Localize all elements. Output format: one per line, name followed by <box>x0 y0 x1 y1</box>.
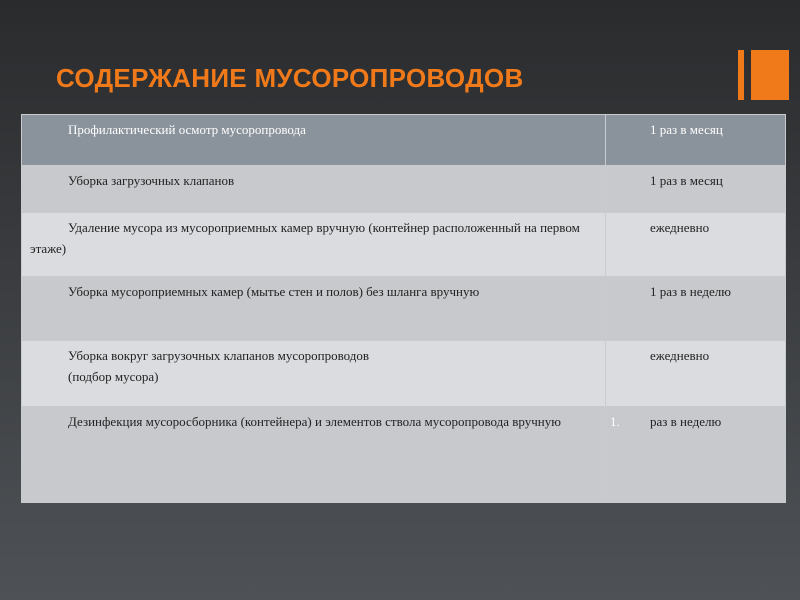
task-text: Уборка мусороприемных камер (мытье стен и полов) без шланга вручную <box>68 284 480 299</box>
slide-title: СОДЕРЖАНИЕ МУСОРОПРОВОДОВ <box>56 63 524 93</box>
table-row <box>22 166 786 213</box>
table-row <box>22 341 786 407</box>
task-cell <box>22 213 606 277</box>
table-row <box>22 115 786 166</box>
frequency-cell <box>606 407 786 503</box>
frequency-text: раз в неделю <box>650 414 722 429</box>
frequency-cell: 1 раз в месяц <box>606 115 786 166</box>
task-text: Удаление мусора из мусороприемных камер вручную (контейнер расположенный на первом этаже) <box>30 220 580 256</box>
frequency-cell: 1 раз в месяц <box>606 166 786 213</box>
task-cell <box>22 277 606 341</box>
table-row <box>22 277 786 341</box>
task-cell <box>22 341 606 407</box>
task-cell <box>22 115 606 166</box>
task-cell <box>22 407 606 503</box>
task-cell <box>22 166 606 213</box>
task-text: Профилактический осмотр мусоропровода <box>68 122 306 137</box>
accent-bar-thin <box>738 50 744 100</box>
task-text: Дезинфекция мусоросборника (контейнера) и элементов ствола мусоропровода вручную <box>68 414 561 429</box>
frequency-cell: 1 раз в неделю <box>606 277 786 341</box>
accent-bar-thick <box>751 50 789 100</box>
list-number: 1. <box>610 414 620 429</box>
maintenance-table <box>21 114 786 503</box>
frequency-cell: ежедневно <box>606 213 786 277</box>
table-row <box>22 213 786 277</box>
table-row <box>22 407 786 503</box>
task-text: Уборка вокруг загрузочных клапанов мусоропроводов <box>68 348 370 363</box>
task-text-continued: (подбор мусора) <box>68 369 159 384</box>
frequency-cell: ежедневно <box>606 341 786 407</box>
task-text: Уборка загрузочных клапанов <box>68 173 235 188</box>
